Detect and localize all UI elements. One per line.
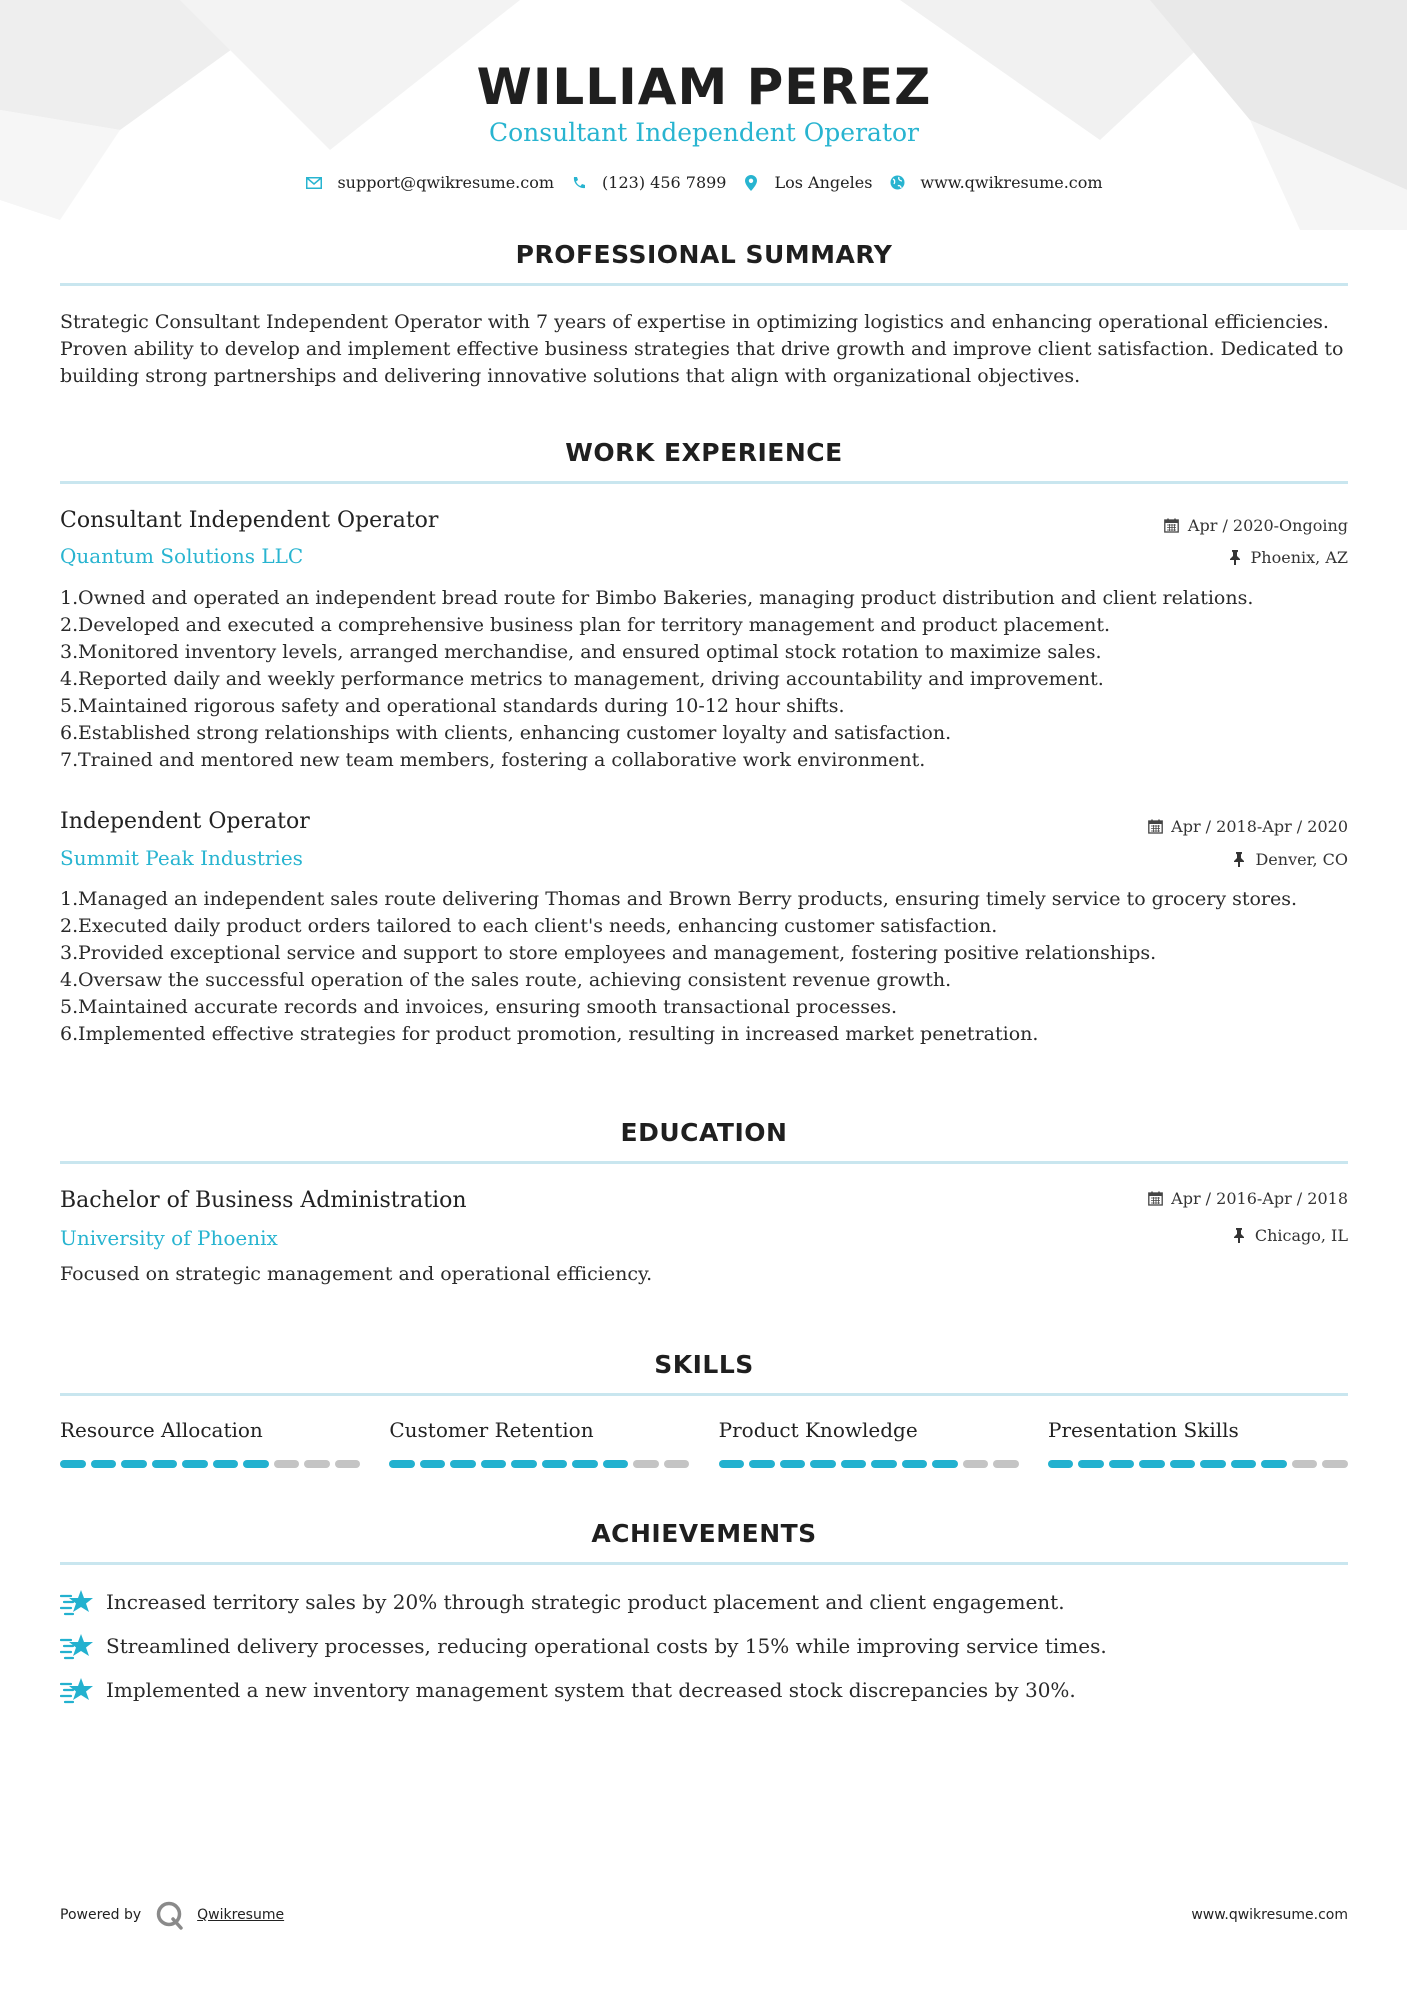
skill-level-bar [719, 1460, 1019, 1468]
skill-level-segment [60, 1460, 86, 1468]
skill-level-segment [780, 1460, 806, 1468]
job-title: Independent Operator [60, 809, 310, 834]
skill-item [1048, 1418, 1348, 1468]
contact-website-text: www.qwikresume.com [920, 173, 1103, 192]
pushpin-icon [1231, 852, 1247, 868]
contact-bar [60, 173, 1348, 192]
map-marker-icon [742, 174, 760, 192]
bullet-text: Implemented effective strategies for product promotion, resulting in increased market penetration. [78, 1023, 1039, 1045]
job-location [1231, 850, 1348, 869]
skill-level-segment [511, 1460, 537, 1468]
contact-phone-text: (123) 456 7899 [602, 173, 727, 192]
bullet-text: Reported daily and weekly performance metrics to management, driving accountability and improvement. [78, 668, 1104, 690]
skill-level-segment [1292, 1460, 1318, 1468]
calendar-icon [1147, 1191, 1163, 1207]
list-item: 2. Developed and executed a comprehensive business plan for territory management and product placement. [60, 612, 1348, 639]
list-item: 1. Owned and operated an independent bread route for Bimbo Bakeries, managing product distribution and client relations. [60, 585, 1348, 612]
education-date-text: Apr / 2016-Apr / 2018 [1171, 1189, 1348, 1208]
skill-level-segment [749, 1460, 775, 1468]
footer-url[interactable]: www.qwikresume.com [1191, 1907, 1348, 1923]
skill-level-segment [1322, 1460, 1348, 1468]
calendar-icon [1147, 819, 1163, 835]
list-item: 5. Maintained rigorous safety and operational standards during 10-12 hour shifts. [60, 693, 1348, 720]
job-date [1164, 516, 1348, 535]
skill-level-bar [60, 1460, 360, 1468]
list-item: 2. Executed daily product orders tailored to each client's needs, enhancing customer satisfaction. [60, 913, 1348, 940]
job-date [1147, 817, 1348, 836]
skill-level-segment [1200, 1460, 1226, 1468]
skill-level-segment [182, 1460, 208, 1468]
skill-level-segment [603, 1460, 629, 1468]
shooting-star-icon [60, 1631, 94, 1661]
degree-title: Bachelor of Business Administration [60, 1188, 467, 1213]
globe-icon [888, 174, 906, 192]
skill-name: Resource Allocation [60, 1418, 263, 1442]
contact-website[interactable] [888, 173, 1102, 192]
school-name: University of Phoenix [60, 1226, 278, 1250]
candidate-name: WILLIAM PEREZ [476, 58, 932, 116]
skill-name: Product Knowledge [718, 1418, 918, 1442]
skill-level-segment [1231, 1460, 1257, 1468]
bullet-text: Trained and mentored new team members, fostering a collaborative work environment. [78, 749, 926, 771]
skill-level-segment [542, 1460, 568, 1468]
skill-level-segment [932, 1460, 958, 1468]
job-bullets [60, 585, 1348, 774]
skill-level-segment [91, 1460, 117, 1468]
skill-level-segment [871, 1460, 897, 1468]
list-item: 6. Established strong relationships with clients, enhancing customer loyalty and satisfaction. [60, 720, 1348, 747]
education-location [1231, 1226, 1348, 1245]
contact-location [742, 173, 872, 192]
phone-icon [570, 174, 588, 192]
skill-level-segment [243, 1460, 269, 1468]
list-item: 6. Implemented effective strategies for product promotion, resulting in increased market penetration. [60, 1021, 1348, 1048]
skill-level-segment [719, 1460, 745, 1468]
list-item: 3. Provided exceptional service and support to store employees and management, fostering positive relationships. [60, 940, 1348, 967]
skills-list [60, 1418, 1348, 1468]
achievement-text: Implemented a new inventory management system that decreased stock discrepancies by 30%. [106, 1678, 1076, 1702]
education-heading: EDUCATION [620, 1118, 788, 1147]
bullet-text: Managed an independent sales route delivering Thomas and Brown Berry products, ensuring timely service to grocery stores. [78, 888, 1298, 910]
skill-level-segment [1139, 1460, 1165, 1468]
list-item: 1. Managed an independent sales route delivering Thomas and Brown Berry products, ensuring timely service to grocery stores. [60, 886, 1348, 913]
skill-level-segment [963, 1460, 989, 1468]
skill-level-segment [810, 1460, 836, 1468]
skill-level-bar [1048, 1460, 1348, 1468]
shooting-star-icon [60, 1587, 94, 1617]
skill-level-segment [1170, 1460, 1196, 1468]
skill-level-segment [1048, 1460, 1074, 1468]
shooting-star-icon [60, 1675, 94, 1705]
bullet-text: Maintained rigorous safety and operational standards during 10-12 hour shifts. [78, 695, 845, 717]
qwikresume-logo-icon [155, 1900, 185, 1930]
list-item: 5. Maintained accurate records and invoices, ensuring smooth transactional processes. [60, 994, 1348, 1021]
skill-level-segment [450, 1460, 476, 1468]
skills-heading: SKILLS [654, 1350, 754, 1379]
skill-level-segment [1261, 1460, 1287, 1468]
skill-level-bar [389, 1460, 689, 1468]
skill-level-segment [121, 1460, 147, 1468]
bullet-text: Established strong relationships with clients, enhancing customer loyalty and satisfaction. [78, 722, 952, 744]
skill-level-segment [152, 1460, 178, 1468]
job-company: Quantum Solutions LLC [60, 544, 304, 568]
education-location-text: Chicago, IL [1254, 1226, 1348, 1245]
achievement-item [60, 1631, 1348, 1661]
skill-level-segment [572, 1460, 598, 1468]
skills-divider [60, 1393, 1348, 1396]
bullet-text: Oversaw the successful operation of the sales route, achieving consistent revenue growth. [78, 969, 952, 991]
list-item: 4. Oversaw the successful operation of the sales route, achieving consistent revenue growth. [60, 967, 1348, 994]
contact-location-text: Los Angeles [774, 173, 873, 192]
skill-item [719, 1418, 1019, 1468]
footer [60, 1900, 1348, 1930]
skill-level-segment [213, 1460, 239, 1468]
list-item: 4. Reported daily and weekly performance metrics to management, driving accountability and improvement. [60, 666, 1348, 693]
experience-divider [60, 481, 1348, 484]
skill-name: Presentation Skills [1047, 1418, 1239, 1442]
job-date-text: Apr / 2020-Ongoing [1187, 516, 1348, 535]
job-location-text: Denver, CO [1255, 850, 1348, 869]
skill-level-segment [1109, 1460, 1135, 1468]
skill-level-segment [993, 1460, 1019, 1468]
job-bullets [60, 886, 1348, 1048]
summary-divider [60, 283, 1348, 286]
skill-level-segment [335, 1460, 361, 1468]
skill-level-segment [841, 1460, 867, 1468]
bullet-text: Owned and operated an independent bread route for Bimbo Bakeries, managing product distribution and client relations. [78, 587, 1254, 609]
skill-level-segment [304, 1460, 330, 1468]
achievements-divider [60, 1562, 1348, 1565]
pushpin-icon [1231, 1228, 1247, 1244]
list-item: 7. Trained and mentored new team members, fostering a collaborative work environment. [60, 747, 1348, 774]
achievement-text: Streamlined delivery processes, reducing operational costs by 15% while improving service times. [106, 1634, 1107, 1658]
contact-phone[interactable] [570, 173, 726, 192]
skill-level-segment [664, 1460, 690, 1468]
bullet-text: Monitored inventory levels, arranged merchandise, and ensured optimal stock rotation to maximize sales. [78, 641, 1102, 663]
pushpin-icon [1227, 550, 1243, 566]
powered-by-label: Powered by [60, 1907, 142, 1923]
education-description: Focused on strategic management and operational efficiency. [60, 1263, 653, 1285]
job-location-text: Phoenix, AZ [1250, 548, 1348, 567]
skill-level-segment [902, 1460, 928, 1468]
bullet-text: Provided exceptional service and support to store employees and management, fostering positive relationships. [78, 942, 1157, 964]
education-divider [60, 1161, 1348, 1164]
calendar-icon [1164, 518, 1180, 534]
skill-level-segment [1078, 1460, 1104, 1468]
candidate-title: Consultant Independent Operator [488, 118, 920, 147]
job-title: Consultant Independent Operator [60, 508, 439, 533]
skill-level-segment [420, 1460, 446, 1468]
skill-item [60, 1418, 360, 1468]
skill-item [389, 1418, 689, 1468]
skill-level-segment [633, 1460, 659, 1468]
skill-level-segment [274, 1460, 300, 1468]
education-date [1147, 1189, 1348, 1208]
bullet-text: Executed daily product orders tailored to each client's needs, enhancing customer satisfaction. [78, 915, 998, 937]
achievement-item [60, 1587, 1348, 1617]
brand-link[interactable]: Qwikresume [197, 1907, 285, 1923]
contact-email-text: support@qwikresume.com [337, 173, 555, 192]
achievement-item [60, 1675, 1348, 1705]
achievements-heading: ACHIEVEMENTS [591, 1519, 817, 1548]
summary-heading: PROFESSIONAL SUMMARY [515, 240, 893, 269]
summary-text: Strategic Consultant Independent Operator with 7 years of expertise in optimizing logistics and enhancing operational efficiencies. Proven ability to develop and implement effective business strategies that drive growth and improve client satisfaction. Dedicated to building strong partnerships and delivering innovative solutions that align with organizational objectives. [60, 311, 1344, 387]
bullet-text: Developed and executed a comprehensive business plan for territory management and product placement. [78, 614, 1111, 636]
skill-name: Customer Retention [389, 1418, 594, 1442]
skill-level-segment [481, 1460, 507, 1468]
bullet-text: Maintained accurate records and invoices, ensuring smooth transactional processes. [78, 996, 898, 1018]
achievement-text: Increased territory sales by 20% through strategic product placement and client engagement. [106, 1590, 1065, 1614]
envelope-icon [305, 174, 323, 192]
skill-level-segment [389, 1460, 415, 1468]
list-item: 3. Monitored inventory levels, arranged merchandise, and ensured optimal stock rotation to maximize sales. [60, 639, 1348, 666]
job-company: Summit Peak Industries [60, 846, 303, 870]
job-location [1227, 548, 1348, 567]
experience-heading: WORK EXPERIENCE [565, 438, 843, 467]
powered-by [60, 1900, 284, 1930]
job-date-text: Apr / 2018-Apr / 2020 [1171, 817, 1348, 836]
contact-email[interactable] [305, 173, 554, 192]
